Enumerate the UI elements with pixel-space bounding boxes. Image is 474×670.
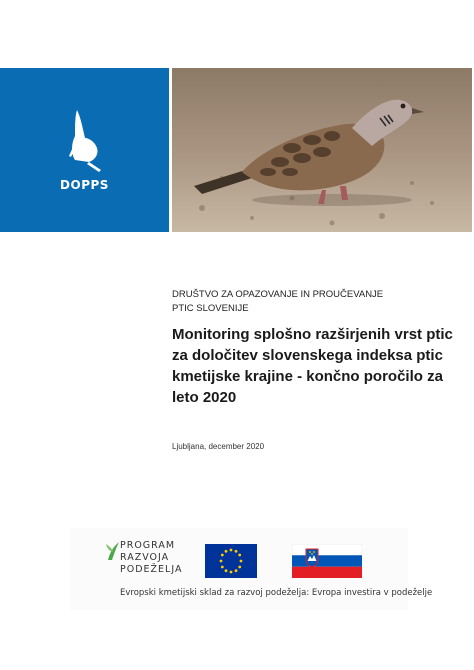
program-line-2: RAZVOJA bbox=[120, 552, 170, 563]
slovenia-flag-icon bbox=[292, 544, 362, 578]
funding-logos bbox=[70, 528, 433, 610]
program-line-1: PROGRAM bbox=[120, 540, 176, 551]
dopps-logo-panel bbox=[0, 68, 169, 232]
turtle-dove-photo bbox=[172, 68, 472, 232]
organization-name bbox=[172, 288, 462, 316]
program-line-3: PODEŽELJA bbox=[120, 564, 183, 575]
bird-logo-icon bbox=[55, 108, 115, 178]
report-date: Ljubljana, december 2020 bbox=[172, 442, 265, 451]
funding-caption: Evropski kmetijski sklad za razvoj podeželja: Evropa investira v podeželje bbox=[120, 588, 433, 598]
dopps-logo-text: DOPPS bbox=[60, 178, 109, 192]
cover-banner bbox=[0, 68, 474, 232]
sprout-icon bbox=[106, 540, 120, 562]
organization-line-2: PTIC SLOVENIJE bbox=[172, 303, 249, 314]
eu-flag-icon bbox=[205, 544, 257, 578]
organization-line-1: DRUŠTVO ZA OPAZOVANJE IN PROUČEVANJE bbox=[172, 289, 384, 300]
report-title: Monitoring splošno razširjenih vrst ptic za določitev slovenskega indeksa ptic kmetijske krajine - končno poročilo za leto 2020 bbox=[172, 326, 453, 406]
